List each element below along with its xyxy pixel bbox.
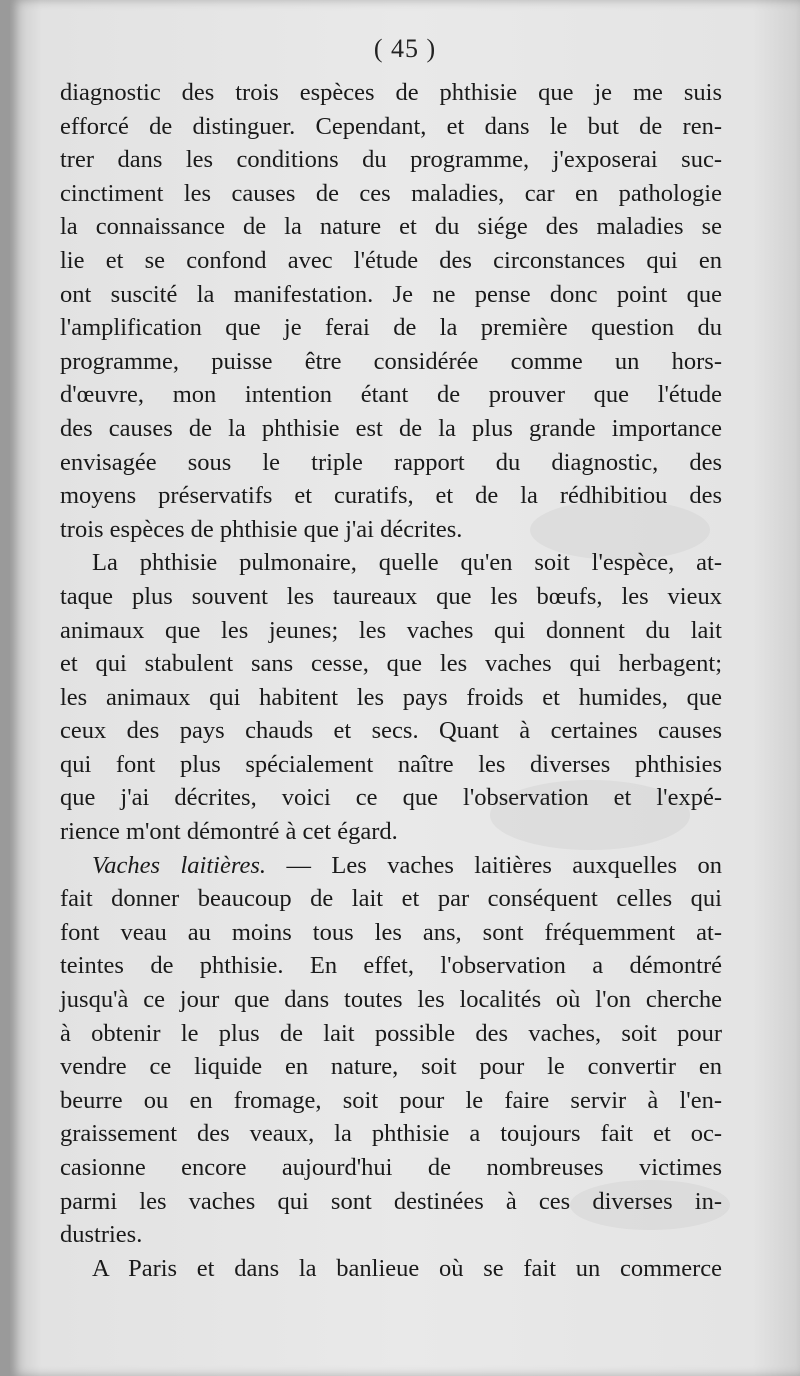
body-text	[60, 76, 722, 1285]
text-line: La phthisie pulmonaire, quelle qu'en soit l'espèce, at-	[92, 549, 722, 577]
text-line: trer dans les conditions du programme, j'exposerai suc-	[60, 146, 722, 174]
text-line: lie et se confond avec l'étude des circonstances qui en	[60, 246, 722, 274]
text-line: à obtenir le plus de lait possible des vaches, soit pour	[60, 1019, 722, 1047]
text-line: teintes de phthisie. En effet, l'observation a démontré	[60, 952, 722, 980]
text-line: les animaux qui habitent les pays froids et humides, que	[60, 683, 722, 711]
text-line: A Paris et dans la banlieue où se fait un commerce	[92, 1254, 722, 1282]
text-line: fait donner beaucoup de lait et par conséquent celles qui	[60, 885, 722, 913]
text-line: qui font plus spécialement naître les diverses phthisies	[60, 750, 722, 778]
text-line: ceux des pays chauds et secs. Quant à certaines causes	[60, 717, 722, 745]
text-line: la connaissance de la nature et du siége des maladies se	[60, 213, 722, 241]
text-line: l'amplification que je ferai de la première question du	[60, 314, 722, 342]
text-line: vendre ce liquide en nature, soit pour le convertir en	[60, 1053, 722, 1081]
text-line: d'œuvre, mon intention étant de prouver que l'étude	[60, 381, 722, 409]
text-line: rience m'ont démontré à cet égard.	[60, 818, 398, 846]
text-line: trois espèces de phthisie que j'ai décrites.	[60, 515, 463, 543]
book-page	[10, 0, 800, 1376]
text-line: efforcé de distinguer. Cependant, et dans le but de ren-	[60, 112, 722, 140]
text-line-rest: — Les vaches laitières auxquelles on	[286, 851, 723, 879]
text-line: diagnostic des trois espèces de phthisie que je me suis	[60, 79, 722, 106]
text-line: programme, puisse être considérée comme un hors-	[60, 347, 722, 375]
text-line: moyens préservatifs et curatifs, et de la rédhibitiou des	[60, 482, 722, 510]
text-line: jusqu'à ce jour que dans toutes les localités où l'on cherche	[60, 986, 722, 1014]
text-line: cinctiment les causes de ces maladies, car en pathologie	[60, 179, 722, 207]
text-line: et qui stabulent sans cesse, que les vaches qui herbagent;	[60, 650, 722, 678]
text-line: dustries.	[60, 1221, 143, 1249]
text-line: font veau au moins tous les ans, sont fréquemment at-	[60, 918, 722, 946]
text-line	[60, 849, 722, 883]
text-line: beurre ou en fromage, soit pour le faire servir à l'en-	[60, 1086, 722, 1114]
text-line: que j'ai décrites, voici ce que l'observation et l'expé-	[60, 784, 722, 812]
text-line: ont suscité la manifestation. Je ne pense donc point que	[60, 280, 722, 308]
text-line: casionne encore aujourd'hui de nombreuses victimes	[60, 1154, 722, 1181]
text-line: taque plus souvent les taureaux que les bœufs, les vieux	[60, 582, 722, 610]
page-number: ( 45 )	[373, 34, 437, 63]
section-heading: Vaches laitières.	[92, 851, 266, 879]
text-line: graissement des veaux, la phthisie a toujours fait et oc-	[60, 1120, 722, 1148]
text-line: envisagée sous le triple rapport du diagnostic, des	[60, 448, 722, 476]
text-line: animaux que les jeunes; les vaches qui donnent du lait	[60, 616, 722, 644]
text-line: des causes de la phthisie est de la plus grande importance	[60, 414, 722, 442]
text-line: parmi les vaches qui sont destinées à ces diverses in-	[60, 1187, 722, 1215]
